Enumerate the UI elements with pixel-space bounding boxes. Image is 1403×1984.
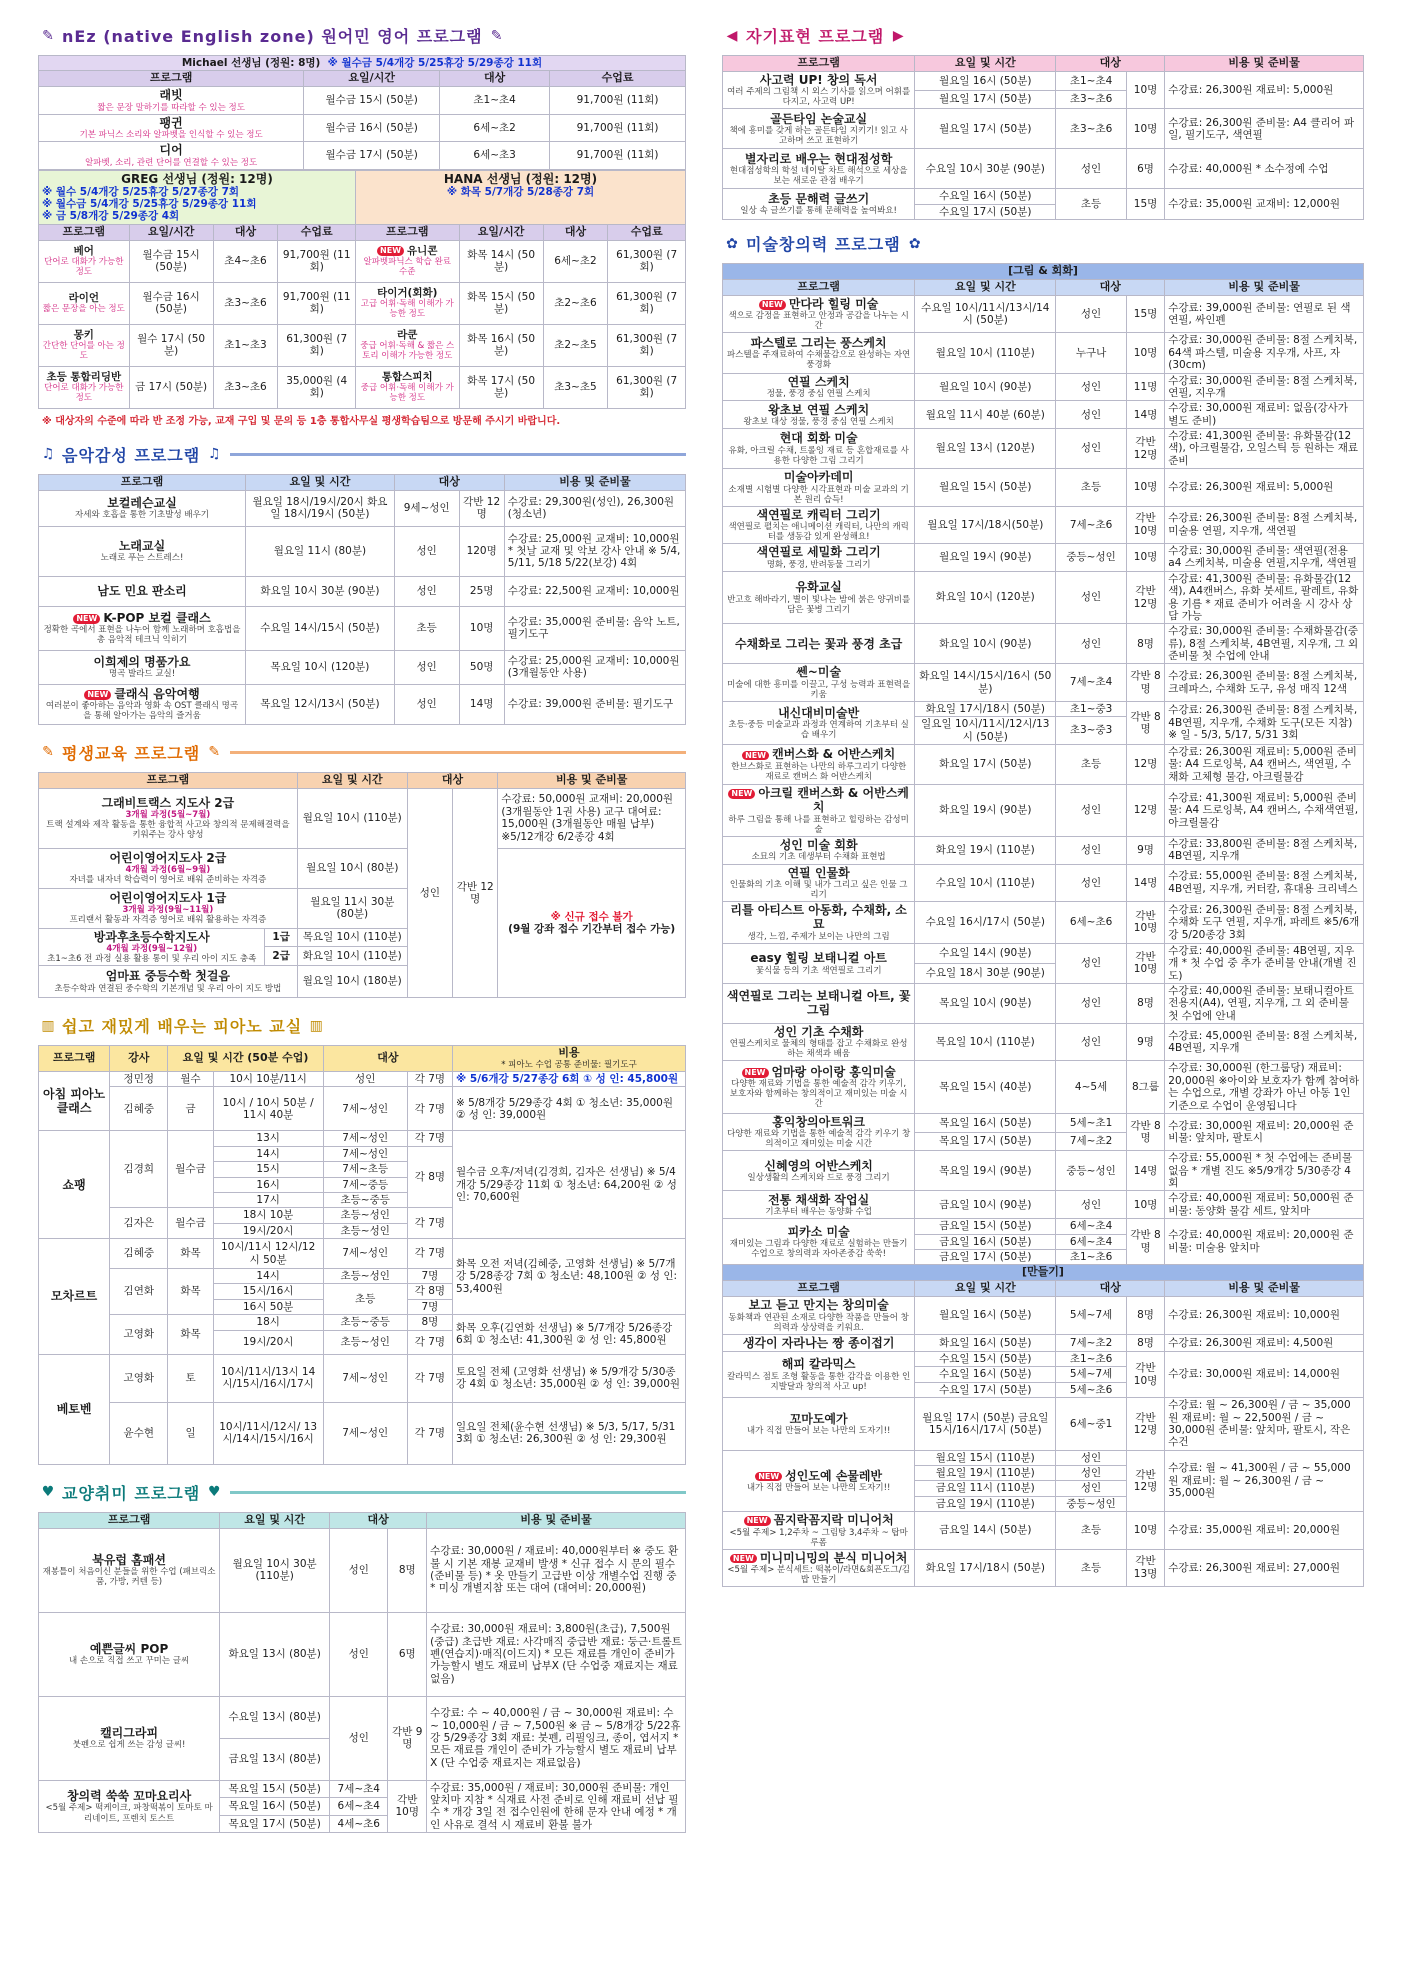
table-row: NEW 아크릴 캔버스화 & 어반스케치 하루 그림을 통해 나를 표현하고 힐링하는 감성미술 화요일 19시 (90분) 성인 12명 수강료: 41,300원 재료비: 5,000원 준비물: A4 드로잉북, A4 캔버스, 수채색연필, 아크릴물감 (723, 785, 1364, 837)
new-badge: NEW (742, 751, 769, 760)
table-row: 전통 채색화 작업실 기초부터 배우는 동양화 수업 금요일 10시 (90분) 성인 10명 수강료: 40,000원 재료비: 50,000원 준비물: 동양화 물감 세트, 앞치마 (723, 1191, 1364, 1219)
table-row: 골든타임 논술교실 책에 흥미를 갖게 하는 골든타임 지키기! 읽고 사고하며 쓰고 표현하기 월요일 17시 (50분) 초3~초6 10명 수강료: 26,300원 준비물: A4 클리어 파일, 필기도구, 색연필 (723, 109, 1364, 149)
table-row: 베토벤 고영화 토 10시/11시/13시 14시/15시/16시/17시 7세~성인 각 7명 토요일 전체 (고영화 선생님) ※ 5/9개강 5/30종강 4회 ① 청소년: 35,000원 ② 성 인: 39,000원 (39, 1354, 686, 1402)
self-table: 프로그램 요일 및 시간 대상 비용 및 준비물 사고력 UP! 창의 독서 여러 주제의 그림책 시 외스 기사를 읽으며 어휘를 다지고, 사고력 UP! 월요일 16시 (50분) 초1~초4 10명 수강료: 26,300원 재료비: 5,000원 월요일 17시 (50분) 초3~초6 골든타임 논술교실 책에 흥미를 갖게 하는 골든타임 지키기! 읽고 사고하며 쓰고 표현하기 월요일 17시 (50분) 초3~초6 10명 수강료: 26,300원 준비물: A4 클리어 파일, 필기도구, 색연필 별자리로 배우는 현대점성학 현대점성학의 학설 네이탈 차트 해석으로 세상을 보는 새로운 관점 배우기 수요일 10시 30분 (90분) 성인 6명 수강료: 40,000원 * 소수정예 수업 초등 문해력 글쓰기 일상 속 글쓰기를 통해 문해력을 높여봐요! 수요일 16시 (50분) 초등 15명 수강료: 35,000원 교재비: 12,000원 수요일 17시 (50분) (722, 55, 1364, 220)
table-row: 성인 미술 회화 소묘의 기초 데생부터 수채화 표현법 화요일 19시 (110분) 성인 9명 수강료: 33,800원 준비물: 8절 스케치북, 4B연필, 지우개 (723, 836, 1364, 864)
table-row: 생각이 자라나는 짱 종이접기 화요일 16시 (50분) 7세~초2 8명 수강료: 26,300원 재료비: 4,500원 (723, 1334, 1364, 1351)
table-row: NEW 성인도예 손물레반 내가 직접 만들어 보는 나만의 도자기!! 월요일 15시 (110분) 성인 각반 12명 수강료: 월 ~ 41,300원 / 금 ~ 55,000원 재료비: 월 ~ 26,300원 / 금 ~ 35,000원 (723, 1450, 1364, 1465)
section-title-self: ◀ 자기표현 프로그램 ▶ (722, 22, 1364, 49)
table-row: 파스텔로 그리는 풍스케치 파스텔을 주재료하여 수채물감으로 완성하는 자연 풍경화 월요일 10시 (110분) 누구나 10명 수강료: 30,000원 준비물: 8절 스케치북, 64색 파스텔, 미술용 지우개, 사프, 자(30cm) (723, 333, 1364, 373)
table-row: 쎈~미술 미술에 대한 흥미를 이끌고, 구성 능력과 표현력을 키움 화요일 14시/15시/16시 (50분) 7세~초4 각반 8명 수강료: 26,300원 준비물: 8절 스케치북, 크레파스, 수채화 도구, 유성 매직 12색 (723, 664, 1364, 701)
nez-footnote: ※ 대상자의 수준에 따라 반 조정 가능, 교재 구입 및 문의 등 1층 통합사무실 평생학습팀으로 방문해 주시기 바랍니다. (42, 415, 561, 427)
headphones-icon: ♫ (41, 446, 55, 463)
table-row: 초등 통합리딩반 단어로 대화가 가능한 정도 금 17시 (50분) 초3~초6 35,000원 (4회) 통합스피치 중급 어휘·독해 이해가 가능한 정도 화목 17시 (50분) 초3~초5 61,300원 (7회) (39, 366, 686, 408)
table-row: 쇼팽 김경희 월수금 13시 7세~성인 각 7명 월수금 오후/저녁(김경희, 김자은 선생님) ※ 5/4개강 5/29종강 11회 ① 청소년: 64,200원 ② 성 인: 70,600원 (39, 1131, 686, 1146)
table-row: 목요일 17시 (50분) 7세~초2 (723, 1132, 1364, 1151)
table-row: 리틀 아티스트 아동화, 수채화, 소묘 생각, 느낌, 주제가 보이는 나만의 그림 수요일 16시/17시 (50분) 6세~초6 각반 10명 수강료: 26,300원 준비물: 8절 스케치북, 수채화 도구 연필, 지우개, 파레트 ※5/6개강 5/20종강 3회 (723, 902, 1364, 944)
table-row: 라이언 짧은 문장을 아는 정도 월수금 16시 (50분) 초3~초6 91,700원 (11회) 타이거(회화) 고급 어휘·독해 이해가 가능한 정도 화목 15시 (50분) 초2~초6 61,300원 (7회) (39, 282, 686, 324)
new-badge: NEW (73, 614, 100, 623)
table-row: NEW 캔버스화 & 어반스케치 한브스화로 표현하는 나만의 하루그리기 다양한 재료로 캔버스 화 어반스케치 화요일 17시 (50분) 초등 12명 수강료: 26,300원 재료비: 5,000원 준비물: A4 드로잉북, A4 캔버스, 색연필, 수채화 고체형 물감, 아크릴물감 (723, 744, 1364, 784)
new-badge: NEW (759, 300, 786, 309)
headphones-icon: ♫ (207, 446, 221, 463)
table-row: 윤수현 일 10시/11시/12시/ 13시/14시/15시/16시 7세~성인 각 7명 일요일 전체(윤수현 선생님) ※ 5/3, 5/17, 5/31 3회 ① 청소년: 26,300원 ② 성 인: 29,300원 (39, 1402, 686, 1464)
table-row: 미술아카데미 소재별 시험별 다양한 시각표현과 미술 교과의 기본 원리 습득! 월요일 15시 (50분) 초등 10명 수강료: 26,300원 재료비: 5,000원 (723, 469, 1364, 506)
table-row: 현대 회화 미술 유화, 아크릴 수채, 트롤잉 재료 등 혼합재료를 사용한 다양한 그림 그리기 월요일 13시 (120분) 성인 각반 12명 수강료: 41,300원 준비물: 유화물감(12색), 아크릴물감, 오일스틱 등 원하는 재료 준비 (723, 429, 1364, 469)
table-row: 이희제의 명품가요 명곡 발라드 교실! 목요일 10시 (120분) 성인 50명 수강료: 25,000원 교재비: 10,000원 (3개월동안 사용) (39, 650, 686, 684)
pencil-icon: ✎ (42, 27, 54, 44)
table-row: 일요일 10시/11시/12시/13시 (50분) 초3~중3 (723, 717, 1364, 745)
table-row: 홍익창의아트워크 다양한 재료와 기법을 통한 예술적 감각 키우기 창의적이고 재미있는 미술 시간 목요일 16시 (50분) 5세~초1 각반 8명 수강료: 30,000원 재료비: 20,000원 준비물: 앞치마, 팔토시 (723, 1113, 1364, 1132)
table-row: 방과후초등수학지도사 4개월 과정(9월~12월) 초1~초6 전 과정 실용 활용 통이 및 우리 아이 지도 충족 1급 목요일 10시 (110분) (39, 928, 686, 947)
table-row: 보고 듣고 만지는 창의미술 동화책과 연관된 소재로 다양한 작품을 만들어 창의력과 상상력을 키워요. 월요일 16시 (50분) 5세~7세 8명 수강료: 26,300원 재료비: 10,000원 (723, 1297, 1364, 1334)
culture-table: 프로그램 요일 및 시간 대상 비용 및 준비물 북유럽 홈패션 재봉틀이 처음이신 분들을 위한 수업 (패브릭소품, 가방, 커텐 등) 월요일 10시 30분 (110분) 성인 8명 수강료: 30,000원 / 재료비: 40,000원부터 ※ 중도 환불 시 기본 재봉 교재비 발생 * 신규 접수 시 문의 필수(준비물 등) * 옷 만들기 고급반 이상 개별수업 진행 중 * 미싱 개별지참 또는 대여 (대여비: 20,000원) 예쁜글씨 POP 내 손으로 직접 쓰고 꾸미는 글씨 화요일 13시 (80분) 성인 6명 수강료: 30,000원 재료비: 3,800원(초급), 7,500원(중급) 초급반 재료: 사각매직 중급반 재료: 둥근·트롤트펜(연습지)·매직(이드지) * 모든 재료를 개인이 준비가 가능할시 별도 재료비 납부X (단 수업중 재료지는 재료없음) 캘리그라피 붓펜으로 쉽게 쓰는 감성 글씨! 수요일 13시 (80분) 성인 각반 9명 수강료: 수 ~ 40,000원 / 금 ~ 30,000원 재료비: 수 ~ 10,000원 / 금 ~ 7,500원 ※ 금 ~ 5/8개강 5/22휴강 5/29종강 3회 재료: 붓펜, 리필잉크, 종이, 엽서지 * 모든 재료를 개인이 준비가 가능할시 별도 재료비 납부X (단 수업중 재료지는 재료없음) 금요일 13시 (80분) 창의력 쑥쑥 꼬마요리사 <5월 주제> 떡케이크, 파창떡볶이 토마토 마리네이트, 프렌치 토스트 목요일 15시 (50분) 7세~초4 각반 10명 수강료: 35,000원 / 재료비: 30,000원 준비물: 개인 앞치마 지참 * 식재료 사전 준비로 인해 재료비 선납 필수 * 개강 3일 전 접수인원에 한해 문자 안내 예정 * 개인 사유로 결석 시 재료비 환불 불가 목요일 16시 (50분) 6세~초4 목요일 17시 (50분) 4세~초6 (38, 1512, 686, 1833)
pencil-icon: ✎ (208, 744, 221, 761)
table-row: 신혜영의 어반스케치 일상생활의 스케치와 드로 풍경 그리기 목요일 19시 (90분) 중등~성인 14명 수강료: 55,000원 * 첫 수업에는 준비물 없음 * 개별 진도 ※5/9개강 5/30종강 4회 (723, 1151, 1364, 1191)
table-row: NEW 미니미니밍의 분식 미니어처 <5월 주제> 분식세트: 떡볶이/라면&회픈도그/김밥 만들기 화요일 17시/18시 (50분) 초등 각반 13명 수강료: 26,300원 재료비: 27,000원 (723, 1549, 1364, 1586)
table-row: 엄마표 중등수학 첫걸음 초등수학과 연결된 중수학의 기본개념 및 우리 아이 지도 방법 월요일 10시 (180분) (39, 966, 686, 998)
music-table: 프로그램 요일 및 시간 대상 비용 및 준비물 보컬레슨교실 자세와 호흡을 통한 기초발성 배우기 월요일 18시/19시/20시 화요일 18시/19시 (50분) 9세~성인 각반 12명 수강료: 29,300원(성인), 26,300원(청소년) 노래교실 노래로 푸는 스트레스! 월요일 11시 (80분) 성인 120명 수강료: 25,000원 교재비: 10,000원 * 첫날 교재 및 악보 강사 안내 ※ 5/4, 5/11, 5/18 5/22(보강) 4회 남도 민요 판소리 화요일 10시 30분 (90분) 성인 25명 수강료: 22,500원 교재비: 10,000원 NEW K-POP 보컬 클래스 정확한 곡에서 표현을 나누어 함께 노래하며 호흡법을 총 음악적 테크닉 익히기 수요일 14시/15시 (50분) 초등 10명 수강료: 35,000원 준비물: 음악 노트, 필기도구 이희제의 명품가요 명곡 발라드 교실! 목요일 10시 (120분) 성인 50명 수강료: 25,000원 교재비: 10,000원 (3개월동안 사용) NEW 클래식 음악여행 여러분이 좋아하는 음악과 영화 속 OST 클래식 명곡을 통해 알아가는 음악의 즐거움 목요일 12시/13시 (50분) 성인 14명 수강료: 39,000원 준비물: 필기도구 (38, 474, 686, 725)
table-row: NEW K-POP 보컬 클래스 정확한 곡에서 표현을 나누어 함께 노래하며 호흡법을 총 음악적 테크닉 익히기 수요일 14시/15시 (50분) 초등 10명 수강료: 35,000원 준비물: 음악 노트, 필기도구 (39, 606, 686, 650)
section-title-art: ✿ 미술창의력 프로그램 ✿ (722, 230, 1364, 257)
piano-keys-icon: ▥ (309, 1017, 323, 1034)
table-row: 아침 피아노 클래스 정민정 월수 10시 10분/11시 성인 각 7명 ※ 5/6개강 5/27종강 6회 ① 성 인: 45,800원 (39, 1072, 686, 1087)
table-row: 수요일 18시 30분 (90분) (723, 963, 1364, 983)
art-table: [그림 & 회화] 프로그램 요일 및 시간 대상 비용 및 준비물 NEW 만다라 힐링 미술 색으로 감정을 표현하고 안정과 공감을 나누는 시간 수요일 10시/11시/13시/14시 (50분) 성인 15명 수강료: 39,000원 준비물: 연필로 된 색연필, 싸인펜 파스텔로 그리는 풍스케치 파스텔을 주재료하여 수채물감으로 완성하는 자연 풍경화 월요일 10시 (110분) 누구나 10명 수강료: 30,000원 준비물: 8절 스케치북, 64색 파스텔, 미술용 지우개, 사프, 자(30cm) 연필 스케치 정물, 풍경 중심 연필 스케치 월요일 10시 (90분) 성인 11명 수강료: 30,000원 준비물: 8절 스케치북, 연필, 지우개 왕초보 연필 스케치 왕초보 대상 정물, 풍경 중심 연필 스케치 월요일 11시 40분 (60분) 성인 14명 수강료: 30,000원 재료비: 없음(강사가 별도 준비) 현대 회화 미술 유화, 아크릴 수채, 트롤잉 재료 등 혼합재료를 사용한 다양한 그림 그리기 월요일 13시 (120분) 성인 각반 12명 수강료: 41,300원 준비물: 유화물감(12색), 아크릴물감, 오일스틱 등 원하는 재료 준비 미술아카데미 소재별 시험별 다양한 시각표현과 미술 교과의 기본 원리 습득! 월요일 15시 (50분) 초등 10명 수강료: 26,300원 재료비: 5,000원 색연필로 캐릭터 그리기 색연필로 펼치는 애니메이션 캐릭터, 나만의 캐릭터를 생동감 있게 완성해요! 월요일 17시/18시(50분) 7세~초6 각반 10명 수강료: 26,300원 준비물: 8절 스케치북, 미술용 연필, 지우개, 색연필 색연필로 세밀화 그리기 명화, 풍경, 반려동물 그리기 월요일 19시 (90분) 중등~성인 10명 수강료: 30,000원 준비물: 색연필(전용 a4 스케치북, 미술용 연필,지우개, 색연필 유화교실 반고흐 해바라기, 별이 빛나는 밤에 붉은 양귀비를 담은 꽃병 그리기 화요일 10시 (120분) 성인 각반 12명 수강료: 41,300원 준비물: 유화물감(12색), A4캔버스, 유화 붓세트, 팔레트, 유화용 기름 * 재료 준비가 어려울 시 강사 상담 가능 수채화로 그리는 꽃과 풍경 초급 화요일 10시 (90분) 성인 8명 수강료: 30,000원 준비물: 수채화물감(중류), 8절 스케치북, 4B연필, 지우개, 그 외 준비물 첫 수업에 안내 쎈~미술 미술에 대한 흥미를 이끌고, 구성 능력과 표현력을 키움 화요일 14시/15시/16시 (50분) 7세~초4 각반 8명 수강료: 26,300원 준비물: 8절 스케치북, 크레파스, 수채화 도구, 유성 매직 12색 내신대비미술반 초등·중등 미술교과 과정과 연계하여 기초부터 실습 배우기 화요일 17시/18시 (50분) 초1~중3 각반 8명 수강료: 26,300원 준비물: 8절 스케치북, 4B연필, 지우개, 수채화 도구(모든 지참) ※ 일 - 5/3, 5/17, 5/31 3회 일요일 10시/11시/12시/13시 (50분) 초3~중3 NEW 캔버스화 & 어반스케치 한브스화로 표현하는 나만의 하루그리기 다양한 재료로 캔버스 화 어반스케치 화요일 17시 (50분) 초등 12명 수강료: 26,300원 재료비: 5,000원 준비물: A4 드로잉북, A4 캔버스, 색연필, 수채화 고체형 물감, 아크릴물감 NEW 아크릴 캔버스화 & 어반스케치 하루 그림을 통해 나를 표현하고 힐링하는 감성미술 화요일 19시 (90분) 성인 12명 수강료: 41,300원 재료비: 5,000원 준비물: A4 드로잉북, A4 캔버스, 수채색연필, 아크릴물감 성인 미술 회화 소묘의 기초 데생부터 수채화 표현법 화요일 19시 (110분) 성인 9명 수강료: 33,800원 준비물: 8절 스케치북, 4B연필, 지우개 연필 인물화 인물화의 기초 이해 및 내가 그리고 싶은 인물 그리기 수요일 10시 (110분) 성인 14명 수강료: 55,000원 준비물: 8절 스케치북, 4B연필, 지우개, 커터칼, 휴대용 크리넥스 리틀 아티스트 아동화, 수채화, 소묘 생각, 느낌, 주제가 보이는 나만의 그림 수요일 16시/17시 (50분) 6세~초6 각반 10명 수강료: 26,300원 준비물: 8절 스케치북, 수채화 도구 연필, 지우개, 파레트 ※5/6개강 5/20종강 3회 easy 힐링 보태니컬 아트 꽃식물 등의 기초 색연필로 그리기 수요일 14시 (90분) 성인 각반 10명 수강료: 40,000원 준비물: 4B연필, 지우개 * 첫 수업 중 추가 준비물 안내(개별 진도) 수요일 18시 30분 (90분) 색연필로 그리는 보태니컬 아트, 꽃 그림 목요일 10시 (90분) 성인 8명 수강료: 40,000원 준비물: 보태니컬아트 전용지(A4), 연필, 지우개, 그 외 준비물 첫 수업에 안내 성인 기초 수채화 연필스케치로 물체의 형태를 잡고 수채화로 완성하는 채색과 배움 목요일 10시 (110분) 성인 9명 수강료: 45,000원 준비물: 8절 스케치북, 4B연필, 지우개 NEW 엄마랑 아이랑 홍익미술 다양한 재료와 기법을 통한 예술적 감각 키우기, 보호자와 함께하는 창의적이고 재미있는 미술 시간 목요일 15시 (40분) 4~5세 8그룹 수강료: 30,000원 (한그룹당) 재료비: 20,000원 ※아이와 보호자가 함께 참여하는 수업으로, 개별 강좌가 아닌 아동 1인 기준으로 수업이 운영됩니다 홍익창의아트워크 다양한 재료와 기법을 통한 예술적 감각 키우기 창의적이고 재미있는 미술 시간 목요일 16시 (50분) 5세~초1 각반 8명 수강료: 30,000원 재료비: 20,000원 준비물: 앞치마, 팔토시 목요일 17시 (50분) 7세~초2 신혜영의 어반스케치 일상생활의 스케치와 드로 풍경 그리기 목요일 19시 (90분) 중등~성인 14명 수강료: 55,000원 * 첫 수업에는 준비물 없음 * 개별 진도 ※5/9개강 5/30종강 4회 전통 채색화 작업실 기초부터 배우는 동양화 수업 금요일 10시 (90분) 성인 10명 수강료: 40,000원 재료비: 50,000원 준비물: 동양화 물감 세트, 앞치마 피카소 미술 재미있는 그림과 다양한 재료로 실험하는 만들기 수업으로 창의력과 자아존중감 쑥쑥! 금요일 15시 (50분) 6세~초4 각반 8명 수강료: 40,000원 재료비: 20,000원 준비물: 미술용 앞치마 금요일 16시 (50분) 6세~초4 금요일 17시 (50분) 초1~초6 [만들기] 프로그램 요일 및 시간 대상 비용 및 준비물 보고 듣고 만지는 창의미술 동화책과 연관된 소재로 다양한 작품을 만들어 창의력과 상상력을 키워요. 월요일 16시 (50분) 5세~7세 8명 수강료: 26,300원 재료비: 10,000원 생각이 자라나는 짱 종이접기 화요일 16시 (50분) 7세~초2 8명 수강료: 26,300원 재료비: 4,500원 해피 칼라믹스 칼라믹스 점토 조형 활동을 통한 감각을 이용한 인지발달과 창의적 사고 up! 수요일 15시 (50분) 초1~초6 각반 10명 수강료: 30,000원 재료비: 14,000원 수요일 16시 (50분) 5세~7세 수요일 17시 (50분) 5세~초6 꼬마도예가 내가 직접 만들어 보는 나만의 도자기!! 월요일 17시 (50분) 금요일 15시/16시/17시 (50분) 6세~중1 각반 12명 수강료: 월 ~ 26,300원 / 금 ~ 35,000원 재료비: 월 ~ 22,500원 / 금 ~ 30,000원 준비물: 앞치마, 팔토시, 작은 수건 NEW 성인도예 손물레반 내가 직접 만들어 보는 나만의 도자기!! 월요일 15시 (110분) 성인 각반 12명 수강료: 월 ~ 41,300원 / 금 ~ 55,000원 재료비: 월 ~ 26,300원 / 금 ~ 35,000원 월요일 19시 (110분) 성인 금요일 11시 (110분) 성인 금요일 19시 (110분) 중등~성인 NEW 꼼지락꼼지락 미니어처 <5월 주제> 1,2주차 ~ 그림탕 3,4주차 ~ 탑마루폼 금요일 14시 (50분) 초등 10명 수강료: 35,000원 재료비: 20,000원 NEW 미니미니밍의 분식 미니어처 <5월 주제> 분식세트: 떡볶이/라면&회픈도그/김밥 만들기 화요일 17시/18시 (50분) 초등 각반 13명 수강료: 26,300원 재료비: 27,000원 (722, 263, 1364, 1587)
heart-icon: ♥ (207, 1484, 221, 1501)
palette-icon: ✿ (908, 235, 921, 252)
pencil-icon: ✎ (42, 744, 54, 761)
table-row: 연필 스케치 정물, 풍경 중심 연필 스케치 월요일 10시 (90분) 성인 11명 수강료: 30,000원 준비물: 8절 스케치북, 연필, 지우개 (723, 373, 1364, 401)
table-row: 북유럽 홈패션 재봉틀이 처음이신 분들을 위한 수업 (패브릭소품, 가방, 커텐 등) 월요일 10시 30분 (110분) 성인 8명 수강료: 30,000원 / 재료비: 40,000원부터 ※ 중도 환불 시 기본 재봉 교재비 발생 * 신규 접수 시 문의 필수(준비물 등) * 옷 만들기 고급반 이상 개별수업 진행 중 * 미싱 개별지참 또는 대여 (대여비: 20,000원) (39, 1528, 686, 1612)
new-badge: NEW (742, 1068, 769, 1077)
megaphone-icon: ◀ (726, 27, 738, 44)
table-row: 수요일 16시 (50분) 5세~7세 (723, 1367, 1364, 1382)
table-row: 캘리그라피 붓펜으로 쉽게 쓰는 감성 글씨! 수요일 13시 (80분) 성인 각반 9명 수강료: 수 ~ 40,000원 / 금 ~ 30,000원 재료비: 수 ~ 10,000원 / 금 ~ 7,500원 ※ 금 ~ 5/8개강 5/22휴강 5/29종강 3회 재료: 붓펜, 리필잉크, 종이, 엽서지 * 모든 재료를 개인이 준비가 가능할시 별도 재료비 납부X (단 수업중 재료지는 재료없음) (39, 1696, 686, 1738)
table-row: 연필 인물화 인물화의 기초 이해 및 내가 그리고 싶은 인물 그리기 수요일 10시 (110분) 성인 14명 수강료: 55,000원 준비물: 8절 스케치북, 4B연필, 지우개, 커터칼, 휴대용 크리넥스 (723, 864, 1364, 901)
piano-keys-icon: ▥ (41, 1017, 55, 1034)
table-row: 노래교실 노래로 푸는 스트레스! 월요일 11시 (80분) 성인 120명 수강료: 25,000원 교재비: 10,000원 * 첫날 교재 및 악보 강사 안내 ※ 5/4, 5/11, 5/18 5/22(보강) 4회 (39, 526, 686, 576)
table-row: 팽귄 기본 파닉스 소리와 알파벳을 인식할 수 있는 정도 월수금 16시 (50분) 6세~초2 91,700원 (11회) (39, 114, 686, 141)
table-row: 색연필로 그리는 보태니컬 아트, 꽃 그림 목요일 10시 (90분) 성인 8명 수강료: 40,000원 준비물: 보태니컬아트 전용지(A4), 연필, 지우개, 그 외 준비물 첫 수업에 안내 (723, 983, 1364, 1023)
new-badge: NEW (730, 1554, 757, 1563)
table-row: 창의력 쑥쑥 꼬마요리사 <5월 주제> 떡케이크, 파창떡볶이 토마토 마리네이트, 프렌치 토스트 목요일 15시 (50분) 7세~초4 각반 10명 수강료: 35,000원 / 재료비: 30,000원 준비물: 개인 앞치마 지참 * 식재료 사전 준비로 인해 재료비 선납 필수 * 개강 3일 전 접수인원에 한해 문자 안내 예정 * 개인 사유로 결석 시 재료비 환불 불가 (39, 1780, 686, 1798)
table-row: 유화교실 반고흐 해바라기, 별이 빛나는 밤에 붉은 양귀비를 담은 꽃병 그리기 화요일 10시 (120분) 성인 각반 12명 수강료: 41,300원 준비물: 유화물감(12색), A4캔버스, 유화 붓세트, 팔레트, 유화용 기름 * 재료 준비가 어려울 시 강사 상담 가능 (723, 571, 1364, 624)
palette-icon: ✿ (726, 235, 738, 252)
piano-table: 프로그램 강사 요일 및 시간 (50분 수업) 대상 비용 * 피아노 수업 공통 준비물: 필기도구 아침 피아노 클래스 정민정 월수 10시 10분/11시 성인 각 7명 ※ 5/6개강 5/27종강 6회 ① 성 인: 45,800원 김혜중 금 10시 / 10시 50분 / 11시 40분 7세~성인 각 7명 ※ 5/8개강 5/29종강 4회 ① 청소년: 35,000원 ② 성 인: 39,000원 쇼팽 김경희 월수금 13시 7세~성인 각 7명 월수금 오후/저녁(김경희, 김자은 선생님) ※ 5/4개강 5/29종강 11회 ① 청소년: 64,200원 ② 성 인: 70,600원 14시 7세~성인 각 8명 15시 7세~초등 16시 7세~중등 17시 초등~중등 김자은 월수금 18시 10분 초등~성인 각 7명 19시/20시 초등~성인 모차르트 김혜중 화목 10시/11시 12시/12시 50분 7세~성인 각 7명 화목 오전 저녁(김혜중, 고영화 선생님) ※ 5/7개강 5/28종강 7회 ① 청소년: 48,100원 ② 성 인: 53,400원 김연화 화목 14시 초등~성인 7명 15시/16시 초등 각 8명 16시 50분 7명 고영화 화목 18시 초등~중등 8명 화목 오후(김연화 선생님) ※ 5/7개강 5/26종강 6회 ① 청소년: 41,300원 ② 성 인: 45,800원 19시/20시 초등~성인 각 7명 베토벤 고영화 토 10시/11시/13시 14시/15시/16시/17시 7세~성인 각 7명 토요일 전체 (고영화 선생님) ※ 5/9개강 5/30종강 4회 ① 청소년: 35,000원 ② 성 인: 39,000원 윤수현 일 10시/11시/12시/ 13시/14시/15시/16시 7세~성인 각 7명 일요일 전체(윤수현 선생님) ※ 5/3, 5/17, 5/31 3회 ① 청소년: 26,300원 ② 성 인: 29,300원 (38, 1045, 686, 1464)
table-row: 2급 화요일 10시 (110분) (39, 947, 686, 966)
table-row: NEW 만다라 힐링 미술 색으로 감정을 표현하고 안정과 공감을 나누는 시간 수요일 10시/11시/13시/14시 (50분) 성인 15명 수강료: 39,000원 준비물: 연필로 된 색연필, 싸인펜 (723, 296, 1364, 333)
table-row: 몽키 간단한 단어를 아는 정도 월수 17시 (50분) 초1~초3 61,300원 (7회) 라쿤 중급 어휘·독해 & 짧은 스토리 이해가 가능한 정도 화목 16시 (50분) 초2~초5 61,300원 (7회) (39, 324, 686, 366)
table-row: 꼬마도예가 내가 직접 만들어 보는 나만의 도자기!! 월요일 17시 (50분) 금요일 15시/16시/17시 (50분) 6세~중1 각반 12명 수강료: 월 ~ 26,300원 / 금 ~ 35,000원 재료비: 월 ~ 22,500원 / 금 ~ 30,000원 준비물: 앞치마, 팔토시, 작은 수건 (723, 1398, 1364, 1451)
section-title-lifelong: ✎ 평생교육 프로그램 ✎ (38, 739, 686, 766)
nez-michael-table: Michael 선생님 (정원: 8명) ※ 월수금 5/4개강 5/25휴강 5/29종강 11회 프로그램 요일/시간 대상 수업료 래빗 짧은 문장 말하기를 따라할 수 있는 정도 월수금 15시 (50분) 초1~초4 91,700원 (11회) 팽귄 기본 파닉스 소리와 알파벳을 인식할 수 있는 정도 월수금 16시 (50분) 6세~초2 91,700원 (11회) 디어 알파벳, 소리, 관련 단어를 연결할 수 있는 정도 월수금 17시 (50분) 6세~초3 91,700원 (11회) (38, 55, 686, 170)
table-row: 디어 알파벳, 소리, 관련 단어를 연결할 수 있는 정도 월수금 17시 (50분) 6세~초3 91,700원 (11회) (39, 142, 686, 169)
nez-greg-hana-table: GREG 선생님 (정원: 12명) ※ 월수 5/4개강 5/25휴강 5/27종강 7회 ※ 월수금 5/4개강 5/25휴강 5/29종강 11회 ※ 금 5/8개강 5/29종강 4회 HANA 선생님 (정원: 12명) ※ 화목 5/7개강 5/28종강 7회 프로그램 요일/시간 대상 수업료 프로그램 요일/시간 대상 수업료 베어 단어로 대화가 가능한 정도 월수금 15시 (50분) 초4~초6 91,700원 (11회) NEW 유니콘 알파벳파닉스 학습 완료 수준 화목 14시 (50분) 6세~초2 61,300원 (7회) 라이언 짧은 문장을 아는 정도 월수금 16시 (50분) 초3~초6 91,700원 (11회) 타이거(회화) 고급 어휘·독해 이해가 가능한 정도 화목 15시 (50분) 초2~초6 61,300원 (7회) 몽키 간단한 단어를 아는 정도 월수 17시 (50분) 초1~초3 61,300원 (7회) 라쿤 중급 어휘·독해 & 짧은 스토리 이해가 가능한 정도 화목 16시 (50분) 초2~초5 61,300원 (7회) 초등 통합리딩반 단어로 대화가 가능한 정도 금 17시 (50분) 초3~초6 35,000원 (4회) 통합스피치 중급 어휘·독해 이해가 가능한 정도 화목 17시 (50분) 초3~초5 61,300원 (7회) (38, 170, 686, 409)
table-row: 별자리로 배우는 현대점성학 현대점성학의 학설 네이탈 차트 해석으로 세상을 보는 새로운 관점 배우기 수요일 10시 30분 (90분) 성인 6명 수강료: 40,000원 * 소수정예 수업 (723, 149, 1364, 189)
table-row: NEW 꼼지락꼼지락 미니어처 <5월 주제> 1,2주차 ~ 그림탕 3,4주차 ~ 탑마루폼 금요일 14시 (50분) 초등 10명 수강료: 35,000원 재료비: 20,000원 (723, 1512, 1364, 1549)
table-row: easy 힐링 보태니컬 아트 꽃식물 등의 기초 색연필로 그리기 수요일 14시 (90분) 성인 각반 10명 수강료: 40,000원 준비물: 4B연필, 지우개 * 첫 수업 중 추가 준비물 안내(개별 진도) (723, 943, 1364, 963)
pencil-icon: ✎ (490, 27, 503, 44)
table-row: 래빗 짧은 문장 말하기를 따라할 수 있는 정도 월수금 15시 (50분) 초1~초4 91,700원 (11회) (39, 87, 686, 114)
table-row: 성인 기초 수채화 연필스케치로 물체의 형태를 잡고 수채화로 완성하는 채색과 배움 목요일 10시 (110분) 성인 9명 수강료: 45,000원 준비물: 8절 스케치북, 4B연필, 지우개 (723, 1024, 1364, 1061)
table-row: 어린이영어지도사 2급 4개월 과정(6월~9월) 자녀를 내자녀 학습력이 영어로 배워 준비하는 자격증 월요일 10시 (80분) ※ 신규 접수 불가 (9월 강좌 접수 기간부터 접수 가능) (39, 848, 686, 888)
table-row: 김혜중 금 10시 / 10시 50분 / 11시 40분 7세~성인 각 7명 ※ 5/8개강 5/29종강 4회 ① 청소년: 35,000원 ② 성 인: 39,000원 (39, 1087, 686, 1131)
table-row: 해피 칼라믹스 칼라믹스 점토 조형 활동을 통한 감각을 이용한 인지발달과 창의적 사고 up! 수요일 15시 (50분) 초1~초6 각반 10명 수강료: 30,000원 재료비: 14,000원 (723, 1352, 1364, 1367)
section-title-culture: ♥ 교양취미 프로그램 ♥ (38, 1479, 686, 1506)
table-row: 예쁜글씨 POP 내 손으로 직접 쓰고 꾸미는 글씨 화요일 13시 (80분) 성인 6명 수강료: 30,000원 재료비: 3,800원(초급), 7,500원(중급) 초급반 재료: 사각매직 중급반 재료: 둥근·트롤트펜(연습지)·매직(이드지) * 모든 재료를 개인이 준비가 가능할시 별도 재료비 납부X (단 수업중 재료지는 재료없음) (39, 1612, 686, 1696)
table-row: 내신대비미술반 초등·중등 미술교과 과정과 연계하여 기초부터 실습 배우기 화요일 17시/18시 (50분) 초1~중3 각반 8명 수강료: 26,300원 준비물: 8절 스케치북, 4B연필, 지우개, 수채화 도구(모든 지참) ※ 일 - 5/3, 5/17, 5/31 3회 (723, 701, 1364, 716)
table-row: NEW 엄마랑 아이랑 홍익미술 다양한 재료와 기법을 통한 예술적 감각 키우기, 보호자와 함께하는 창의적이고 재미있는 미술 시간 목요일 15시 (40분) 4~5세 8그룹 수강료: 30,000원 (한그룹당) 재료비: 20,000원 ※아이와 보호자가 함께 참여하는 수업으로, 개별 강좌가 아닌 아동 1인 기준으로 수업이 운영됩니다 (723, 1061, 1364, 1114)
table-row: 초등 문해력 글쓰기 일상 속 글쓰기를 통해 문해력을 높여봐요! 수요일 16시 (50분) 초등 15명 수강료: 35,000원 교재비: 12,000원 (723, 189, 1364, 204)
table-row: 월요일 19시 (110분) 성인 (723, 1466, 1364, 1481)
table-row: 모차르트 김혜중 화목 10시/11시 12시/12시 50분 7세~성인 각 7명 화목 오전 저녁(김혜중, 고영화 선생님) ※ 5/7개강 5/28종강 7회 ① 청소년: 48,100원 ② 성 인: 53,400원 (39, 1239, 686, 1269)
table-row: 수채화로 그리는 꽃과 풍경 초급 화요일 10시 (90분) 성인 8명 수강료: 30,000원 준비물: 수채화물감(중류), 8절 스케치북, 4B연필, 지우개, 그 외 준비물 첫 수업에 안내 (723, 624, 1364, 664)
section-title-piano: ▥ 쉽고 재밌게 배우는 피아노 교실 ▥ (38, 1012, 686, 1039)
table-row: 금요일 19시 (110분) 중등~성인 (723, 1496, 1364, 1511)
table-row: 남도 민요 판소리 화요일 10시 30분 (90분) 성인 25명 수강료: 22,500원 교재비: 10,000원 (39, 576, 686, 606)
table-row: 금요일 17시 (50분) 초1~초6 (723, 1249, 1364, 1264)
megaphone-icon: ▶ (892, 27, 904, 44)
new-badge: NEW (377, 246, 404, 255)
table-row: NEW 클래식 음악여행 여러분이 좋아하는 음악과 영화 속 OST 클래식 명곡을 통해 알아가는 음악의 즐거움 목요일 12시/13시 (50분) 성인 14명 수강료: 39,000원 준비물: 필기도구 (39, 684, 686, 724)
table-row: 금요일 11시 (110분) 성인 (723, 1481, 1364, 1496)
table-row: 사고력 UP! 창의 독서 여러 주제의 그림책 시 외스 기사를 읽으며 어휘를 다지고, 사고력 UP! 월요일 16시 (50분) 초1~초4 10명 수강료: 26,300원 재료비: 5,000원 (723, 71, 1364, 90)
lifelong-table: 프로그램 요일 및 시간 대상 비용 및 준비물 그래비트랙스 지도사 2급 3개월 과정(5월~7월) 트랙 설계와 제작 활동을 통한 융합적 사고와 창의적 문제해결력을 키워주는 강사 양성 월요일 10시 (110분) 성인 각반 12명 수강료: 50,000원 교재비: 20,000원 (3개월동안 1권 사용) 교구 대여료: 15,000원 (3개월동안 매월 납부) ※5/12개강 6/2종강 4회 어린이영어지도사 2급 4개월 과정(6월~9월) 자녀를 내자녀 학습력이 영어로 배워 준비하는 자격증 월요일 10시 (80분) ※ 신규 접수 불가 (9월 강좌 접수 기간부터 접수 가능) 어린이영어지도사 1급 3개월 과정(9월~11월) 프리랜서 활동과 자격증 영어로 배워 활용하는 자격증 월요일 11시 30분 (80분) 방과후초등수학지도사 4개월 과정(9월~12월) 초1~초6 전 과정 실용 활용 통이 및 우리 아이 지도 충족 1급 목요일 10시 (110분) 2급 화요일 10시 (110분) 엄마표 중등수학 첫걸음 초등수학과 연결된 중수학의 기본개념 및 우리 아이 지도 방법 월요일 10시 (180분) (38, 772, 686, 998)
table-row: 수요일 17시 (50분) 5세~초6 (723, 1382, 1364, 1397)
table-row: 색연필로 캐릭터 그리기 색연필로 펼치는 애니메이션 캐릭터, 나만의 캐릭터를 생동감 있게 완성해요! 월요일 17시/18시(50분) 7세~초6 각반 10명 수강료: 26,300원 준비물: 8절 스케치북, 미술용 연필, 지우개, 색연필 (723, 506, 1364, 543)
new-badge: NEW (84, 690, 111, 699)
table-row: 그래비트랙스 지도사 2급 3개월 과정(5월~7월) 트랙 설계와 제작 활동을 통한 융합적 사고와 창의적 문제해결력을 키워주는 강사 양성 월요일 10시 (110분) 성인 각반 12명 수강료: 50,000원 교재비: 20,000원 (3개월동안 1권 사용) 교구 대여료: 15,000원 (3개월동안 매월 납부) ※5/12개강 6/2종강 4회 (39, 788, 686, 848)
table-row: 베어 단어로 대화가 가능한 정도 월수금 15시 (50분) 초4~초6 91,700원 (11회) NEW 유니콘 알파벳파닉스 학습 완료 수준 화목 14시 (50분) 6세~초2 61,300원 (7회) (39, 240, 686, 282)
new-badge: NEW (728, 789, 755, 798)
table-row: 색연필로 세밀화 그리기 명화, 풍경, 반려동물 그리기 월요일 19시 (90분) 중등~성인 10명 수강료: 30,000원 준비물: 색연필(전용 a4 스케치북, 미술용 연필,지우개, 색연필 (723, 544, 1364, 572)
table-row: 보컬레슨교실 자세와 호흡을 통한 기초발성 배우기 월요일 18시/19시/20시 화요일 18시/19시 (50분) 9세~성인 각반 12명 수강료: 29,300원(성인), 26,300원(청소년) (39, 490, 686, 526)
new-badge: NEW (744, 1516, 771, 1525)
table-row: 금요일 16시 (50분) 6세~초4 (723, 1234, 1364, 1249)
section-title-nez: ✎ nEz (native English zone) 원어민 영어 프로그램 ✎ (38, 22, 686, 49)
section-title-music: ♫ 음악감성 프로그램 ♫ (38, 441, 686, 468)
table-row: 어린이영어지도사 1급 3개월 과정(9월~11월) 프리랜서 활동과 자격증 영어로 배워 활용하는 자격증 월요일 11시 30분 (80분) (39, 888, 686, 928)
table-row: 피카소 미술 재미있는 그림과 다양한 재료로 실험하는 만들기 수업으로 창의력과 자아존중감 쑥쑥! 금요일 15시 (50분) 6세~초4 각반 8명 수강료: 40,000원 재료비: 20,000원 준비물: 미술용 앞치마 (723, 1219, 1364, 1234)
new-badge: NEW (755, 1472, 782, 1481)
table-row: 왕초보 연필 스케치 왕초보 대상 정물, 풍경 중심 연필 스케치 월요일 11시 40분 (60분) 성인 14명 수강료: 30,000원 재료비: 없음(강사가 별도 준비) (723, 401, 1364, 429)
heart-icon: ♥ (41, 1484, 55, 1501)
